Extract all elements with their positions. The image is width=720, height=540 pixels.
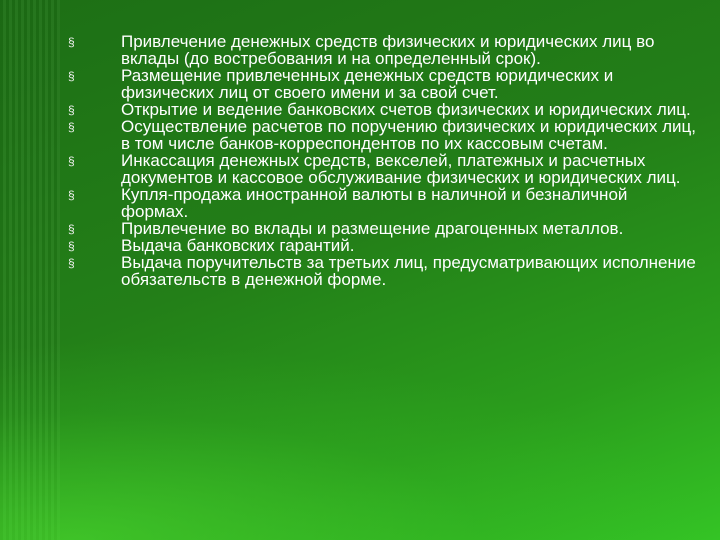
list-item-text: Инкассация денежных средств, векселей, платежных и расчетных документов и кассовое обслуживание физических и юридических лиц. [121, 151, 681, 187]
section-bullet-icon: § [68, 222, 75, 236]
list-item-text: Выдача банковских гарантий. [121, 236, 355, 255]
list-item-text: Размещение привлеченных денежных средств юридических и физических лиц от своего имени и за свой счет. [121, 66, 614, 102]
section-bullet-icon: § [68, 154, 75, 168]
list-item [68, 220, 698, 237]
list-item [68, 186, 698, 220]
list-item-text: Открытие и ведение банковских счетов физических и юридических лиц. [121, 100, 691, 119]
section-bullet-icon: § [68, 120, 75, 134]
list-item-text: Выдача поручительств за третьих лиц, предусматривающих исполнение обязательств в денежной форме. [121, 253, 696, 289]
list-item [68, 152, 698, 186]
list-item-text: Купля-продажа иностранной валюты в наличной и безналичной формах. [121, 185, 628, 221]
list-item-text: Осуществление расчетов по поручению физических и юридических лиц, в том числе банков-корреспондентов по их кассовым счетам. [121, 117, 697, 153]
list-item [68, 67, 698, 101]
bullet-list [68, 33, 698, 288]
section-bullet-icon: § [68, 69, 75, 83]
section-bullet-icon: § [68, 239, 75, 253]
list-item-text: Привлечение денежных средств физических и юридических лиц во вклады (до востребования и на определенный срок). [121, 32, 655, 68]
list-item [68, 237, 698, 254]
list-item [68, 101, 698, 118]
section-bullet-icon: § [68, 188, 75, 202]
section-bullet-icon: § [68, 103, 75, 117]
list-item [68, 254, 698, 288]
list-item [68, 118, 698, 152]
list-item [68, 33, 698, 67]
list-item-text: Привлечение во вклады и размещение драгоценных металлов. [121, 219, 624, 238]
section-bullet-icon: § [68, 35, 75, 49]
section-bullet-icon: § [68, 256, 75, 270]
